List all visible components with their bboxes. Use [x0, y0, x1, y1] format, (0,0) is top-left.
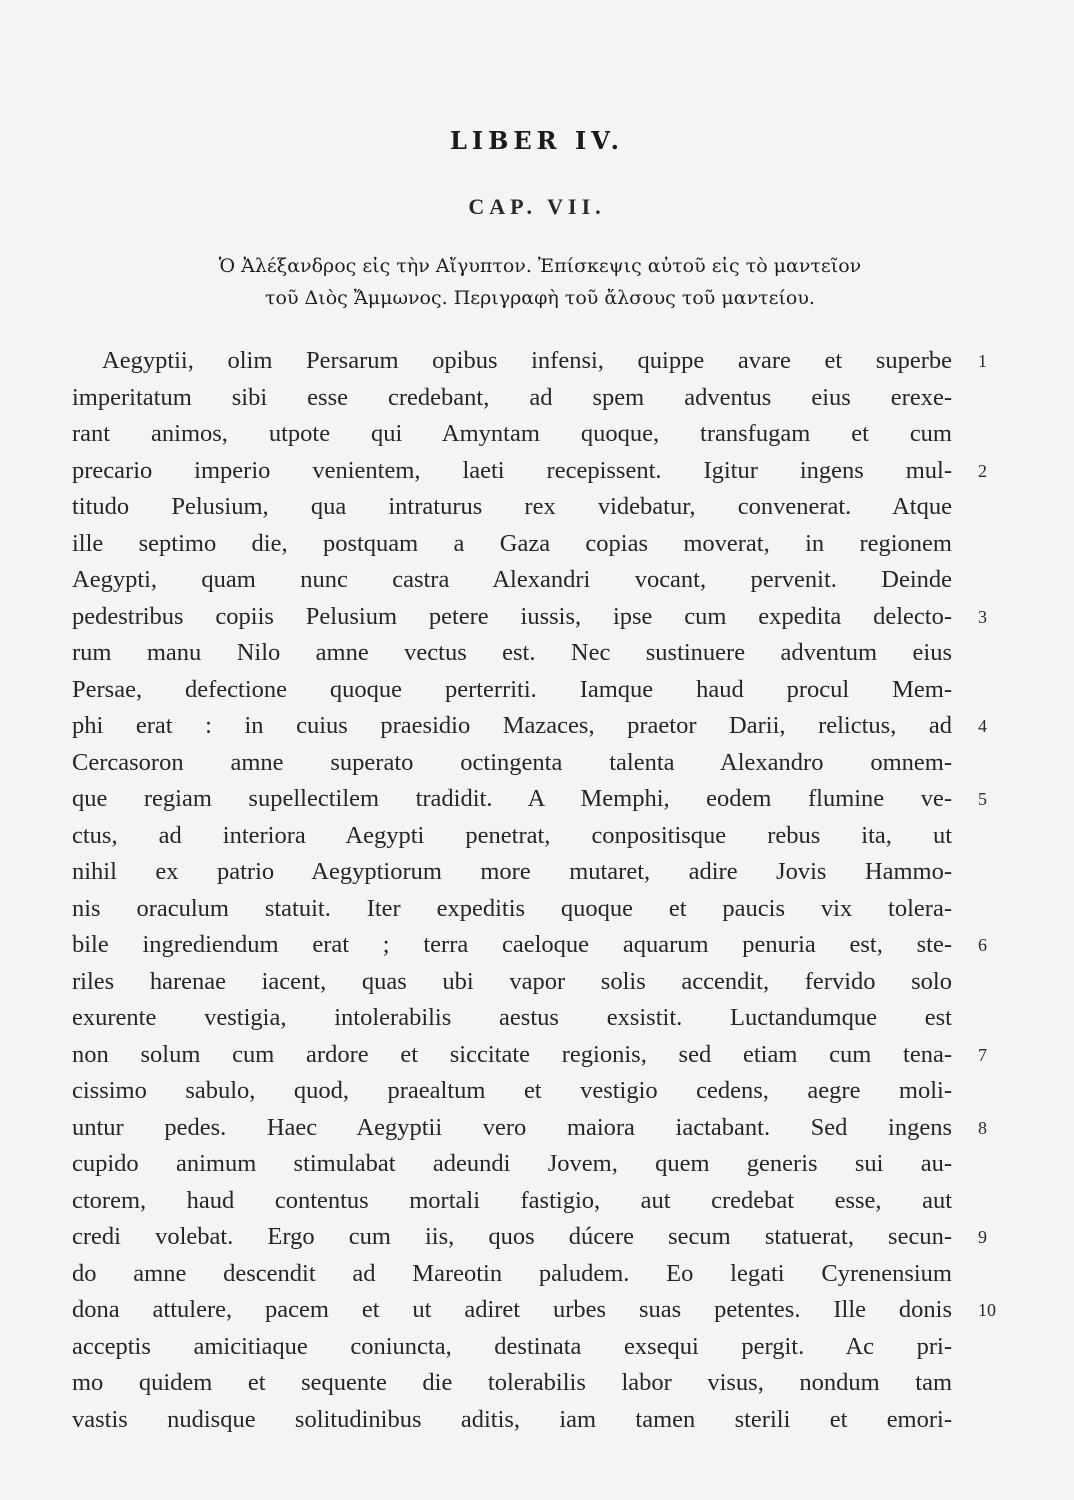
line-text: ctorem, haud contentus mortali fastigio, aut credebat esse, aut: [72, 1186, 952, 1214]
chapter-title: CAP. VII.: [468, 194, 606, 219]
section-number: 4: [978, 716, 987, 736]
text-line: [72, 380, 952, 417]
line-text: rant animos, utpote qui Amyntam quoque, transfugam et cum: [72, 420, 952, 447]
line-text: mo quidem et sequente die tolerabilis labor visus, nondum tam: [72, 1369, 952, 1396]
line-text: vastis nudisque solitudinibus aditis, iam tamen sterili et emori-: [72, 1405, 952, 1433]
text-line: [72, 1183, 952, 1220]
text-line: [72, 672, 952, 709]
text-line: [72, 708, 987, 745]
text-line: [72, 1292, 996, 1329]
section-number: 6: [978, 935, 987, 955]
line-text: nihil ex patrio Aegyptiorum more mutaret, adire Jovis Hammo-: [72, 858, 952, 885]
section-number: 1: [978, 351, 987, 371]
text-line: [72, 1110, 987, 1147]
text-line: [72, 1037, 987, 1074]
text-line: [72, 1402, 952, 1439]
summary-line: τοῦ Διὸς Ἄμμωνος. Περιγραφὴ τοῦ ἄλσους τοῦ μαντείου.: [265, 287, 815, 309]
line-text: pedestribus copiis Pelusium petere iussis, ipse cum expedita delecto-: [72, 602, 952, 630]
section-number: 3: [978, 606, 987, 627]
line-text: riles harenae iacent, quas ubi vapor solis accendit, fervido solo: [72, 967, 952, 995]
line-text: Aegypti, quam nunc castra Alexandri vocant, pervenit. Deinde: [72, 566, 952, 593]
line-text: exurente vestigia, intolerabilis aestus exsistit. Luctandumque est: [72, 1004, 952, 1031]
section-number: 2: [978, 460, 987, 481]
line-text: imperitatum sibi esse credebant, ad spem adventus eius erexe-: [72, 383, 952, 411]
text-line: [72, 1329, 952, 1366]
summary-line: Ὁ Ἀλέξανδρος εἰς τὴν Αἴγυπτον. Ἐπίσκεψις αὐτοῦ εἰς τὸ μαντεῖον: [218, 255, 862, 277]
section-number: 5: [978, 789, 987, 809]
text-line: [72, 854, 952, 891]
line-text: phi erat : in cuius praesidio Mazaces, praetor Darii, relictus, ad: [72, 712, 952, 739]
text-line: [72, 1256, 952, 1293]
text-line: [72, 745, 952, 782]
line-text: titudo Pelusium, qua intraturus rex videbatur, convenerat. Atque: [72, 493, 952, 520]
book-title: LIBER IV.: [450, 126, 624, 155]
text-line: [72, 562, 952, 599]
text-line: [72, 781, 987, 818]
text-line: [72, 1000, 952, 1037]
line-text: Persae, defectione quoque perterriti. Iamque haud procul Mem-: [72, 675, 952, 703]
line-text: Aegyptii, olim Persarum opibus infensi, quippe avare et superbe: [102, 347, 952, 374]
text-line: [72, 526, 952, 563]
text-line: [72, 818, 952, 855]
line-text: precario imperio venientem, laeti recepissent. Igitur ingens mul-: [72, 456, 952, 484]
body-text: [72, 343, 996, 1438]
line-text: rum manu Nilo amne vectus est. Nec sustinuere adventum eius: [72, 639, 952, 666]
line-text: cupido animum stimulabat adeundi Jovem, quem generis sui au-: [72, 1150, 952, 1177]
text-line: [72, 891, 952, 928]
text-line: [72, 635, 952, 672]
text-line: [72, 489, 952, 526]
line-text: dona attulere, pacem et ut adiret urbes suas petentes. Ille donis: [72, 1296, 952, 1323]
section-number: 8: [978, 1117, 987, 1138]
line-text: untur pedes. Haec Aegyptii vero maiora iactabant. Sed ingens: [72, 1113, 952, 1141]
text-line: [72, 416, 952, 453]
text-line: [72, 927, 987, 964]
section-number: 9: [978, 1227, 987, 1247]
text-line: [72, 1073, 952, 1110]
line-text: Cercasoron amne superato octingenta talenta Alexandro omnem-: [72, 748, 952, 776]
line-text: non solum cum ardore et siccitate regionis, sed etiam cum tena-: [72, 1040, 952, 1068]
text-line: [72, 1219, 987, 1256]
text-line: [72, 964, 952, 1001]
line-text: nis oraculum statuit. Iter expeditis quoque et paucis vix tolera-: [72, 894, 952, 922]
section-number: 10: [978, 1300, 996, 1320]
section-number: 7: [978, 1044, 987, 1065]
line-text: cissimo sabulo, quod, praealtum et vestigio cedens, aegre moli-: [72, 1077, 952, 1104]
line-text: do amne descendit ad Mareotin paludem. Eo legati Cyrenensium: [72, 1259, 952, 1287]
line-text: ille septimo die, postquam a Gaza copias moverat, in regionem: [72, 529, 952, 557]
line-text: acceptis amicitiaque coniuncta, destinata exsequi pergit. Ac pri-: [72, 1332, 952, 1360]
text-line: [72, 453, 987, 490]
text-line: [72, 343, 987, 380]
text-line: [72, 1365, 952, 1402]
text-line: [72, 599, 987, 636]
line-text: ctus, ad interiora Aegypti penetrat, conpositisque rebus ita, ut: [72, 821, 952, 849]
line-text: bile ingrediendum erat ; terra caeloque aquarum penuria est, ste-: [72, 931, 952, 958]
text-line: [72, 1146, 952, 1183]
chapter-summary: [100, 250, 980, 314]
line-text: que regiam supellectilem tradidit. A Memphi, eodem flumine ve-: [72, 785, 952, 812]
line-text: credi volebat. Ergo cum iis, quos dúcere secum statuerat, secun-: [72, 1223, 952, 1250]
